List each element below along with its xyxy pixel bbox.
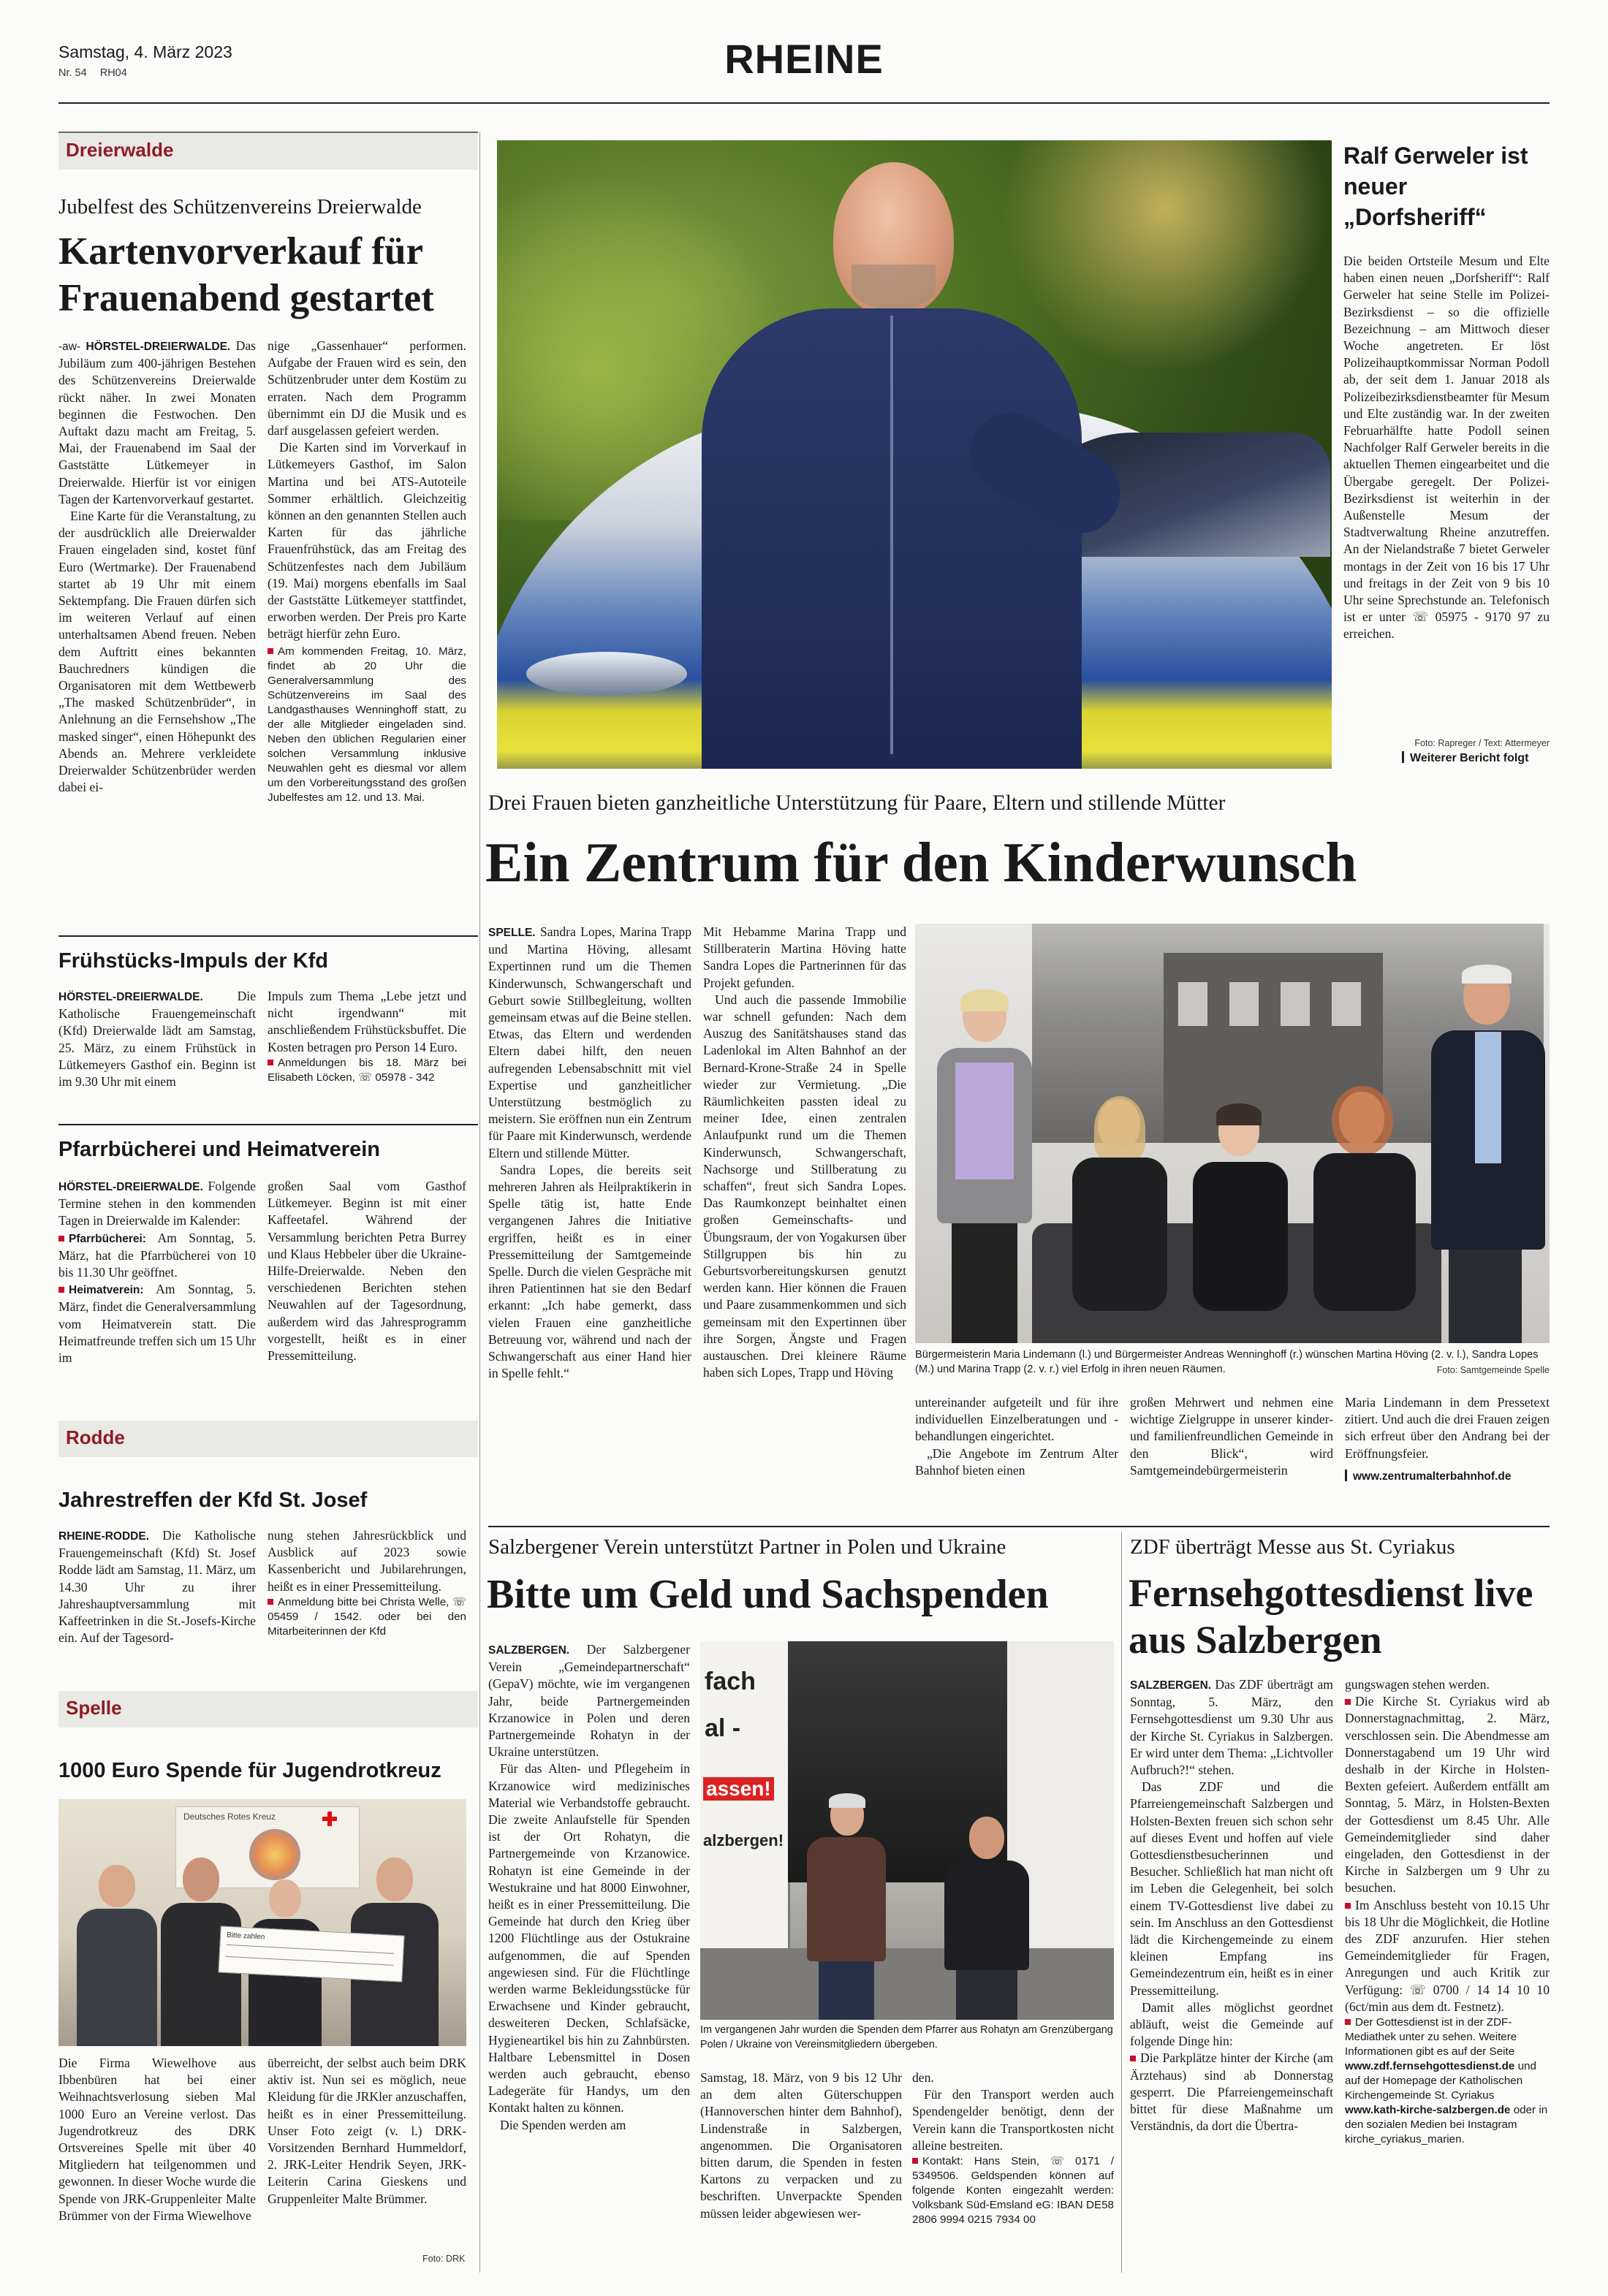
article-headline: Pfarrbücherei und Heimatverein xyxy=(58,1138,380,1161)
body-text: nige „Gassenhauer“ performen. Aufgabe der Frauen wird es sein, den Schützenbruder unter dem Kostüm zu erraten. Nach dem Programm übernimmt ein DJ die Musik und es darf ausgelassen gefeiert werden. xyxy=(268,338,466,438)
divider xyxy=(58,1124,478,1125)
website-link[interactable]: www.zdf.fernsehgottesdienst.de xyxy=(1345,2060,1515,2073)
masthead-rule xyxy=(58,102,1550,104)
divider xyxy=(488,1526,1550,1527)
person xyxy=(77,1865,157,2046)
bullet-square xyxy=(1345,1903,1351,1909)
red-cross-icon xyxy=(322,1812,337,1826)
info-note: Kontakt: Hans Stein, ☏ 0171 / 5349506. Geldspenden können auf folgende Konten eingezahlt werden: Volksbank Süd-Emsland eG: IBAN DE58 2806 9994 0215 7934 00 xyxy=(912,2155,1114,2227)
body-text: Die Katholische Frauengemeinschaft (Kfd) St. Josef Rodde lädt am Samstag, 11. März, um 14.30 Uhr zu ihrer Jahreshauptversammlung mit Kaffeetrinken in die St.-Josefs-Kirche ein. Auf der Tagesord- xyxy=(58,1528,256,1646)
section-title: RHEINE xyxy=(724,36,884,82)
bullet-square xyxy=(1130,2056,1136,2061)
car-headlight xyxy=(526,652,687,696)
van-lettering: al - xyxy=(705,1714,741,1742)
van-lettering: alzbergen! xyxy=(703,1831,784,1850)
dateline: SALZBERGEN. xyxy=(488,1644,570,1657)
dateline: SPELLE. xyxy=(488,927,536,939)
body-text: überreicht, der selbst auch beim DRK aktiv ist. Nun sei es möglich, neue Kleidung für die JRKler anzuschaffen, heißt es in einer Pressemitteilung. Unser Foto zeigt (v. l.) DRK-Vorsitzenden Bernhard Hummeldorf, 2. JRK-Leiter Hendrik Seyen, JRK-Leiterin Carina Gieskens und Gruppenleiter Malte Brümmer. xyxy=(268,2056,466,2206)
dateline: HÖRSTEL-DREIERWALDE. xyxy=(58,1181,203,1193)
body-text: großen Saal vom Gasthof Lütkemeyer. Beginn ist mit einer Kaffeetafel. Während der Versammlung berichten Petra Burrey und Klaus Hebbeler über die Ukraine-Hilfe-Dreierwalde. Neben den verschiedenen Berichten stehen Neuwahlen auf der Tagesordnung, außerdem wird das Jahresprogramm vorgestellt, heißt es in einer Pressemitteilung. xyxy=(268,1179,466,1364)
item-label: Pfarrbücherei: xyxy=(69,1232,146,1245)
van-lettering: fach xyxy=(705,1668,756,1695)
body-text: Samstag, 18. März, von 9 bis 12 Uhr an dem alten Güterschuppen (Hannoverschen hinter dem Bahnhof), Lindenstraße in Salzbergen, angenommen. Die Organisatoren bitten darum, die Spenden in festen Kartons zu verpacken und zu beschriften. Unverpackte Spenden müssen leider abgewiesen wer- xyxy=(700,2070,902,2221)
article-body-col2 xyxy=(268,1527,466,1666)
info-note: oder in den sozialen Medien bei Instagram kirche_cyriakus_marien. xyxy=(1345,2104,1548,2146)
article-body-col2 xyxy=(703,924,906,1520)
article-body-col4 xyxy=(1130,1394,1333,1520)
person xyxy=(930,989,1039,1343)
section-tag-spelle: Spelle xyxy=(58,1691,478,1727)
masthead-date: Samstag, 4. März 2023 xyxy=(58,42,232,61)
body-text: Impuls zum Thema „Lebe jetzt und nicht irgendwann“ mit anschließendem Frühstücksbuffet. Die Kosten betragen pro Person 14 Euro. xyxy=(268,989,466,1054)
person xyxy=(803,1795,890,2020)
person xyxy=(1065,1099,1175,1311)
article-body-col3 xyxy=(912,2069,1114,2276)
more-link-label: Weiterer Bericht folgt xyxy=(1410,752,1529,764)
article-body-col2 xyxy=(268,338,466,927)
article-body-col2 xyxy=(1345,1676,1550,2276)
body-text: Für das Alten- und Pflegeheim in Krzanowice wird medizinisches Material wie Verbandstoffe gebraucht. Die zweite Anlaufstelle für Spenden ist der Ort Rohatyn, die Partnergemeinde von Krzanowice. Rohatyn ist eine Gemeinde in der Westukraine und hat 8000 Einwohner, heißt es in einer Pressemitteilung. Die Gemeinde hat durch den Krieg über 1200 Flüchtlinge aus der Ostukraine aufgenommen, die auf Spenden angewiesen sind. Für die Flüchtlinge werden warme Bekleidungsstücke für Erwachsene und Kinder gebraucht, desweiteren Decken, Schlafsäcke, Hygieneartikel bis hin zu Zahnbürsten. Haltbare Lebensmittel in Dosen werden auch gebraucht, ebenso Ladegeräte für Handys, um den Kontakt halten zu können. xyxy=(488,1761,690,2116)
article-body-col2 xyxy=(268,2055,466,2271)
article-headline: Frühstücks-Impuls der Kfd xyxy=(58,949,328,973)
check-text: Bitte zahlen xyxy=(226,1931,265,1942)
body-text: Am Sonntag, 5. März, findet die Generalversammlung vom Heimatverein statt. Die Heimatfreunde treffen sich um 15 Uhr im xyxy=(58,1282,256,1366)
article-headline: 1000 Euro Spende für Jugendrotkreuz xyxy=(58,1759,441,1782)
body-text: Mit Hebamme Marina Trapp und Stillberaterin Martina Höving hatte Sandra Lopes die Partnerinnen für das Projekt gefunden. xyxy=(703,924,906,990)
info-note: Am kommenden Freitag, 10. März, findet ab 20 Uhr die Generalversammlung des Schützenvereins im Saal des Landgasthauses Wenninghoff statt, zu der alle Mitglieder eingeladen sind. Neben den üblichen Regularien einer solchen Versammlung inklusive Neuwahlen geht es diesmal vor allem um den Vorbereitungsstand des großen Jubelfestes am 12. und 13. Mai. xyxy=(268,645,466,804)
more-link[interactable] xyxy=(1402,751,1528,765)
edition-code: RH04 xyxy=(99,67,127,79)
body-text: Die Katholische Frauengemeinschaft (Kfd) Dreierwalde lädt am Samstag, 25. März, zu einem Frühstück in Lütkemeyers Gasthof ein. Beginn ist im 9.30 Uhr mit einem xyxy=(58,989,256,1090)
article-headline: Bitte um Geld und Sachspenden xyxy=(487,1572,1049,1617)
item-label: Heimatverein: xyxy=(69,1284,144,1297)
body-text: Die Firma Wiewelhove aus Ibbenbüren hat bei einer Weihnachtsverlosung sieben Mal 1000 Euro an Vereine verlost. Das Jugendrotkreuz des DRK Ortsvereines Spelle mit über 40 Mitgliedern hat teilgenommen und gewonnen. In dieser Woche wurde die Spende von JRK-Gruppenleiter Malte Brümmer von der Firma Wiewelhove xyxy=(58,2056,256,2223)
article-roofline: Jubelfest des Schützenvereins Dreierwalde xyxy=(58,195,422,218)
bullet-square xyxy=(58,1236,64,1242)
sidebar-body xyxy=(1343,253,1550,738)
body-text: Sandra Lopes, Marina Trapp und Martina Höving, allesamt Expertinnen rund um die Themen Kinderwunsch, Schwangerschaft und Geburt sowie Stillbegleitung, wollten gemeinsam etwas auf die Beine stellen. Etwas, das Eltern und werdenden Eltern dabei hilft, den neuen aufregenden Lebensabschnitt mit viel Expertise und ganzheitlicher Unterstützung bestmöglich zu meistern. Sie eröffnen nun ein Zentrum für Paare mit Kinderwunsch, werdende Eltern und stillende Mütter. xyxy=(488,924,691,1160)
body-text: Die Kirche St. Cyriakus wird ab Donnerstagnachmittag, 2. März, verschlossen sein. Die Abendmesse am Donnerstagabend um 19 Uhr wird deshalb in der Kirche in Holsten-Bexten gefeiert. Außerdem entfällt am Sonntag, 5. März, in Holsten-Bexten der Gottesdienst um 8.45 Uhr. Alle Gemeindemitglieder sind daher eingeladen, den Gottesdienst in der Kirche in Salzbergen um 9 Uhr zu besuchen. xyxy=(1345,1694,1550,1896)
photo-caption: Bürgermeisterin Maria Lindemann (l.) und Bürgermeister Andreas Wenninghoff (r.) wünschen Martina Höving (2. v. l.), Sandra Lopes (M.) und Marina Trapp (2. v. r.) viel Erfolg in ihren neuen Räumen. xyxy=(915,1349,1539,1375)
person xyxy=(941,1817,1032,2020)
body-text: Sandra Lopes, die bereits seit mehreren Jahren als Heilpraktikerin in Spelle tätig ist, hatte Ende vergangenen Jahres die Initiative ergriffen, heißt es in einer Pressemitteilung der Samtgemeinde Spelle. Durch die vielen Gespräche mit ihren Patientinnen hat sie den Bedarf erkannt: „Ich habe gemerkt, dass vielen Frauen eine ganzheitliche Betreuung vor, während und nach der Schwangerschaft aus einer Hand hier in Spelle fehlt.“ xyxy=(488,1162,691,1381)
article-body-col3 xyxy=(915,1394,1118,1520)
article-body-col1 xyxy=(58,338,256,927)
person xyxy=(1427,968,1550,1343)
body-text: Das ZDF und die Pfarreiengemeinschaft Salzbergen und Holsten-Bexten freuen sich schon sehr auf dieses Event und hoffen auf viele Gottesdienstbesucherinnen und Besucher. Schließlich hat man nicht oft im Leben die Gelegenheit, bei solch einem TV-Gottesdienst live dabei zu sein. Im Anschluss an den Gottesdienst lädt die Kirchengemeinde zu einem kleinen Empfang ins Gemeindezentrum ein, heißt es in einer Pressemitteilung. xyxy=(1130,1779,1333,1998)
column-separator xyxy=(479,132,480,2273)
photo-credit: Foto: DRK xyxy=(422,2254,466,2264)
article-roofline: Salzbergener Verein unterstützt Partner in Polen und Ukraine xyxy=(488,1535,1006,1559)
info-note: und auf der Homepage der Katholischen Kirchengemeinde St. Cyriakus xyxy=(1345,2060,1536,2102)
body-text: „Die Angebote im Zentrum Alter Bahnhof bieten einen xyxy=(915,1445,1118,1478)
article-body-col2 xyxy=(700,2069,902,2276)
kinderwunsch-team-photo xyxy=(915,924,1550,1343)
sidebar-headline: Ralf Gerweler ist neuer „Dorfsheriff“ xyxy=(1343,142,1528,230)
article-body-col1 xyxy=(1130,1676,1333,2276)
info-note: Der Gottesdienst ist in der ZDF-Mediathek unter zu sehen. Weitere Informationen gibt es auf der Seite xyxy=(1345,2016,1517,2059)
body-text: Und auch die passende Immobilie war schnell gefunden: Nach dem Auszug des Sanitätshauses stand das Ladenlokal im Alten Bahnhof an der Bernard-Krone-Straße 24 in Spelle wieder zur Vermietung. „Die Räumlichkeiten passten ideal zu meiner Idee, einen zentralen Anlaufpunkt rund um die Themen Kinderwunsch, Schwangerschaft, Nachsorge und Stillberatung zu schaffen“, freut sich Sandra Lopes. Das Raumkonzept beinhaltet einen großen Gemeinschafts- und Übungsraum, der von Yogakursen über Stillgruppen bis hin zu Geburtsvorbereitungskursen genutzt werden kann. Hier können die Frauen und Paare zusammenkommen und sich gemeinsam mit den Expertinnen über ihre Sorgen, Ängste und Fragen austauschen. Drei kleinere Räume haben sich Lopes, Trapp und Höving xyxy=(703,992,906,1380)
info-note: Anmeldung bitte bei Christa Welle, ☏ 05459 / 1542. oder bei den Mitarbeiterinnen der Kfd xyxy=(268,1595,466,1638)
dateline: RHEINE-RODDE. xyxy=(58,1530,150,1543)
article-roofline: ZDF überträgt Messe aus St. Cyriakus xyxy=(1130,1535,1455,1559)
article-body-col1 xyxy=(488,1641,690,2276)
article-headline: Kartenvorverkauf für Frauenabend gestartet xyxy=(58,230,434,319)
body-text: Die Karten sind im Vorverkauf in Lütkemeyers Gasthof, im Salon Martina und bei ATS-Autoteile Sommer erhältlich. Gleichzeitig können an den genannten Stellen auch Karten für das jährliche Frauenfrühstück, das am Freitag des Schützenfestes nach dem Jubiläum (19. Mai) morgens ebenfalls im Saal der Gaststätte Lütkemeyer stattfindet, erworben werden. Der Preis pro Karte beträgt hierfür zehn Euro. xyxy=(268,440,466,642)
byline: -aw- xyxy=(58,341,81,353)
body-text: Damit alles möglichst geordnet abläuft, weist die Gemeinde auf folgende Dinge hin: xyxy=(1130,1999,1333,2049)
section-tag-rodde: Rodde xyxy=(58,1421,478,1457)
website-link[interactable]: www.kath-kirche-salzbergen.de xyxy=(1345,2104,1511,2117)
dateline: HÖRSTEL-DREIERWALDE. xyxy=(86,341,231,353)
article-headline: Jahrestreffen der Kfd St. Josef xyxy=(58,1489,368,1512)
article-headline: Fernsehgottesdienst live aus Salzbergen xyxy=(1129,1571,1533,1662)
bullet-square xyxy=(268,648,273,654)
info-note: Anmeldungen bis 18. März bei Elisabeth Löcken, ☏ 05978 - 342 xyxy=(268,1056,466,1084)
photo-credit: Foto: Samtgemeinde Spelle xyxy=(1436,1365,1550,1375)
body-text: Die Parkplätze hinter der Kirche (am Ärztehaus) sind ab Donnerstag gesperrt. Die Pfarreiengemeinschaft bittet für diese Maßnahme um Verständnis, da dort die Übertra- xyxy=(1130,2050,1333,2134)
article-body-col1 xyxy=(58,988,256,1112)
body-text: Das Jubiläum zum 400-jährigen Bestehen des Schützenvereins Dreierwalde rückt näher. In zwei Monaten beginnen die Festwochen. Den Auftakt dazu macht am Freitag, 5. Mai, der Frauenabend im Saal der Gaststätte Lütkemeyer in Dreierwalde. Hierfür ist vor einigen Tagen der Kartenvorverkauf gestartet. xyxy=(58,338,256,506)
body-text: Maria Lindemann in dem Pressetext zitiert. Und auch die drei Frauen zeigen sich erfreut über den Andrang bei der Eröffnungsfeier. xyxy=(1345,1395,1550,1461)
body-text: großen Mehrwert und nehmen eine wichtige Zielgruppe in unserer kinder- und familienfreundlichen Gemeinde in den Blick“, wird Samtgemeindebürgermeisterin xyxy=(1130,1395,1333,1478)
bullet-square xyxy=(58,1287,64,1293)
column-separator xyxy=(1121,1532,1122,2273)
bullet-square xyxy=(268,1599,273,1605)
website-link[interactable]: www.zentrumalterbahnhof.de xyxy=(1353,1470,1512,1483)
divider xyxy=(58,935,478,937)
body-text: nung stehen Jahresrückblick und Ausblick auf 2023 sowie Kassenbericht und Jubilarehrungen, heißt es in einer Pressemitteilung. xyxy=(268,1528,466,1594)
body-text: Eine Karte für die Veranstaltung, zu der ausdrücklich alle Dreierwalder Frauen eingeladen sind, kostet fünf Euro (Wertmarke). Der Frauenabend startet ab 19 Uhr mit einem Sektempfang. Die Frauen dürfen sich im weiteren Verlauf auf einen unterhaltsamen Abend freuen. Neben dem Auftritt eines bekannten Bauchredners kündigen die Organisatoren mit dem Wettbewerb „The masked Schützenbrüder“, in Anlehnung an die Fernsehshow „The masked singer“, einen Höhepunkt des Abends an. Mehrere verkleidete Dreierwalder Schützenbrüder werden dabei ei- xyxy=(58,509,256,795)
banner-graphic xyxy=(249,1829,300,1880)
body-text: Der Salzbergener Verein „Gemeindepartnerschaft“ (GepaV) möchte, wie im vergangenen Jahr, beide Partnergemeinden Krzanowice in Polen und deren Partnergemeinde Rohatyn in der Ukraine unterstützen. xyxy=(488,1642,690,1760)
article-body-col1 xyxy=(58,1527,256,1666)
bullet-square xyxy=(912,2158,918,2164)
body-text: Folgende Termine stehen in den kommenden Tagen in Dreierwalde im Kalender: xyxy=(58,1179,256,1228)
officer-zip xyxy=(890,316,893,754)
body-text: gungswagen stehen werden. xyxy=(1345,1677,1490,1692)
article-body-col1 xyxy=(58,1178,256,1396)
body-text: Im Anschluss besteht von 10.15 Uhr bis 18 Uhr die Möglichkeit, die Hotline des ZDF anzurufen. Hier stehen Gemeindemitglieder für Fragen, Anregungen und auch Kritik zur Verfügung: ☏ 0700 / 14 14 10 10 (6ct/min aus dem dt. Festnetz). xyxy=(1345,1897,1550,2014)
dateline: HÖRSTEL-DREIERWALDE. xyxy=(58,991,203,1003)
person xyxy=(1306,1092,1423,1311)
section-tag-dreierwalde: Dreierwalde xyxy=(58,133,478,170)
van-side xyxy=(700,1641,790,1948)
dateline: SALZBERGEN. xyxy=(1130,1679,1212,1692)
bullet-square xyxy=(1345,1699,1351,1705)
body-text: Am Sonntag, 5. März, hat die Pfarrbücherei von 10 bis 11.30 Uhr geöffnet. xyxy=(58,1230,256,1280)
article-body-col2 xyxy=(268,988,466,1112)
body-text: Das ZDF überträgt am Sonntag, 5. März, den Fernsehgottesdienst um 9.30 Uhr aus der Kirche St. Cyriakus in Salzbergen. Er wird unter dem Thema: „Lichtvoller Aufbruch?!“ stehen. xyxy=(1130,1677,1333,1778)
article-body-col5 xyxy=(1345,1394,1550,1520)
van-lettering: assen! xyxy=(703,1777,774,1801)
bullet-square xyxy=(1345,2019,1351,2025)
officer-beard xyxy=(852,265,936,310)
police-officer-photo xyxy=(497,140,1332,769)
article-body-col2 xyxy=(268,1178,466,1396)
article-body-col1 xyxy=(488,924,691,1520)
article-roofline: Drei Frauen bieten ganzheitliche Unterstützung für Paare, Eltern und stillende Mütter xyxy=(488,791,1226,815)
officer xyxy=(687,140,1096,769)
body-text: Für den Transport werden auch Spendengelder benötigt, denn der Verein kann die Transportkosten nicht alleine bestreiten. xyxy=(912,2087,1114,2153)
body-text: untereinander aufgeteilt und für ihre individuellen Einzelberatungen und -behandlungen eingerichtet. xyxy=(915,1395,1118,1444)
donation-van-photo xyxy=(700,1641,1114,2020)
bullet-square xyxy=(268,1060,273,1065)
body-text: Die Spenden werden am xyxy=(500,2117,626,2132)
issue-number: Nr. 54 xyxy=(58,67,87,79)
body-text: den. xyxy=(912,2070,934,2085)
photo-caption: Im vergangenen Jahr wurden die Spenden dem Pfarrer aus Rohatyn am Grenzübergang Polen / Ukraine von Vereinsmitgliedern übergeben. xyxy=(700,2024,1113,2050)
person xyxy=(1186,1106,1295,1311)
photo-credit: Foto: Rapreger / Text: Attermeyer xyxy=(1414,738,1550,748)
article-body-col1 xyxy=(58,2055,256,2271)
pavement xyxy=(700,1948,1114,2020)
drk-donation-photo xyxy=(58,1799,466,2046)
body-text: Die beiden Ortsteile Mesum und Elte haben einen neuen „Dorfsheriff“: Ralf Gerweler hat seine Stelle im Polizei-Bezirksdienst – so die offizielle Bezeichnung – am Mittwoch dieser Woche angetreten. Er löst Polizeihauptkommissar Norman Podoll ab, der seit dem 1. Januar 2018 als Polizeibezirksdienstbeamter für Mesum und Elte zuständig war. In der zweiten Februarhälfte hatte Podoll seinen Nachfolger Ralf Gerweler bereits in die aktuellen Themen eingearbeitet und die Übergabe geregelt. Der Polizei-Bezirksdienst ist weiterhin in der Außenstelle Mesum der Stadtverwaltung Rheine anzutreffen. An der Nielandstraße 7 bietet Gerweler montags in der Zeit von 16 bis 17 Uhr und freitags in der Zeit von 9 bis 10 Uhr seine Sprechstunde an. Telefonisch ist er unter ☏ 05975 - 9170 97 zu erreichen. xyxy=(1343,254,1550,642)
banner-text: Deutsches Rotes Kreuz xyxy=(183,1812,276,1822)
article-headline: Ein Zentrum für den Kinderwunsch xyxy=(485,831,1357,894)
donation-check xyxy=(218,1926,404,1982)
